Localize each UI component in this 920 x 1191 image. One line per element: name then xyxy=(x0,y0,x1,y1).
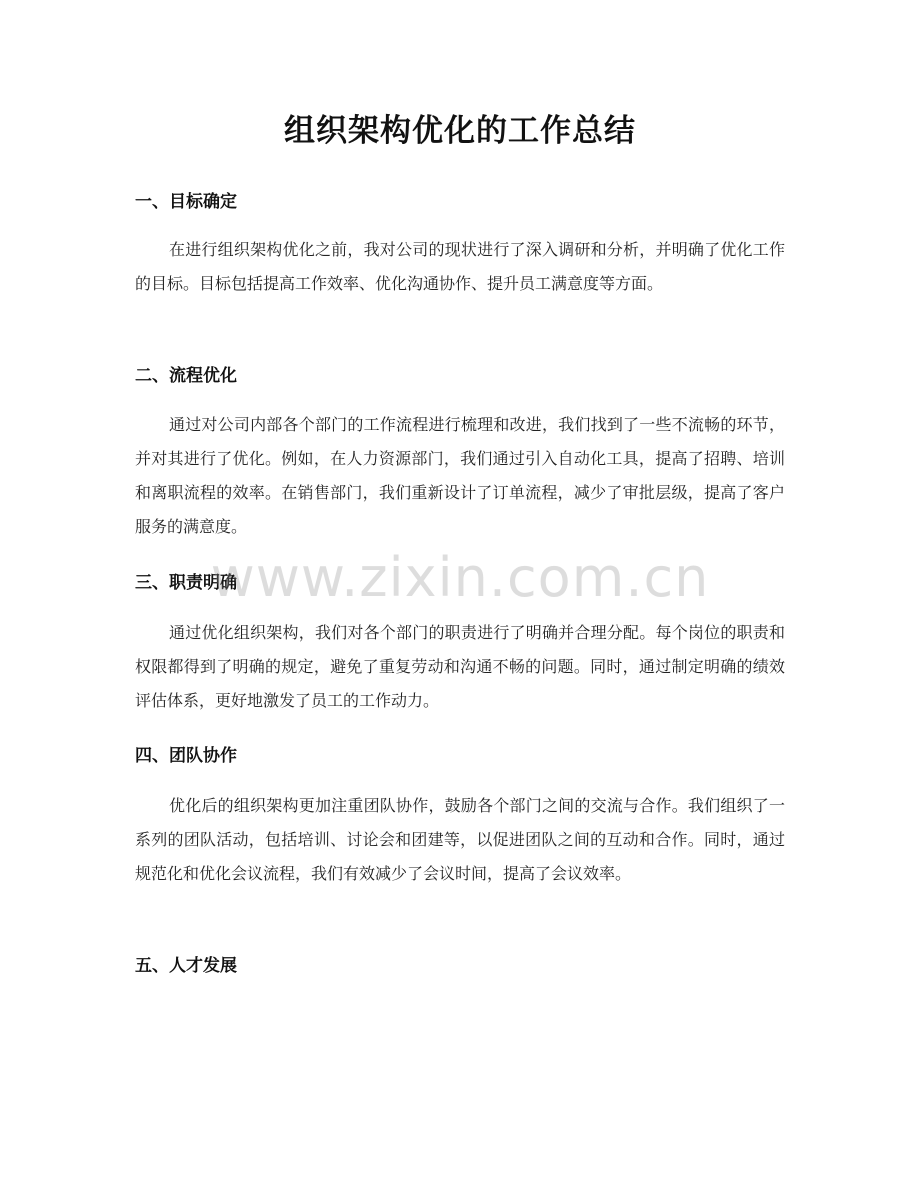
section-heading-talent: 五、人才发展 xyxy=(135,956,237,976)
section-heading-process: 二、流程优化 xyxy=(135,366,237,386)
watermark: www.zixin.com.cn xyxy=(210,546,710,609)
section-heading-responsibilities: 三、职责明确 xyxy=(135,573,237,593)
section-heading-goals: 一、目标确定 xyxy=(135,192,237,212)
section-body-teamwork: 优化后的组织架构更加注重团队协作，鼓励各个部门之间的交流与合作。我们组织了一系列的团队活动，包括培训、讨论会和团建等，以促进团队之间的互动和合作。同时，通过规范化和优化会议流程，我们有效减少了会议时间，提高了会议效率。 xyxy=(135,796,785,883)
section-body-process: 通过对公司内部各个部门的工作流程进行梳理和改进，我们找到了一些不流畅的环节，并对其进行了优化。例如，在人力资源部门，我们通过引入自动化工具，提高了招聘、培训和离职流程的效率。在销售部门，我们重新设计了订单流程，减少了审批层级，提高了客户服务的满意度。 xyxy=(135,415,785,536)
section-heading-teamwork: 四、团队协作 xyxy=(135,746,237,766)
document-title: 组织架构优化的工作总结 xyxy=(284,113,636,149)
section-body-goals: 在进行组织架构优化之前，我对公司的现状进行了深入调研和分析，并明确了优化工作的目标。目标包括提高工作效率、优化沟通协作、提升员工满意度等方面。 xyxy=(135,240,785,293)
section-body-responsibilities: 通过优化组织架构，我们对各个部门的职责进行了明确并合理分配。每个岗位的职责和权限都得到了明确的规定，避免了重复劳动和沟通不畅的问题。同时，通过制定明确的绩效评估体系，更好地激发了员工的工作动力。 xyxy=(135,623,785,710)
